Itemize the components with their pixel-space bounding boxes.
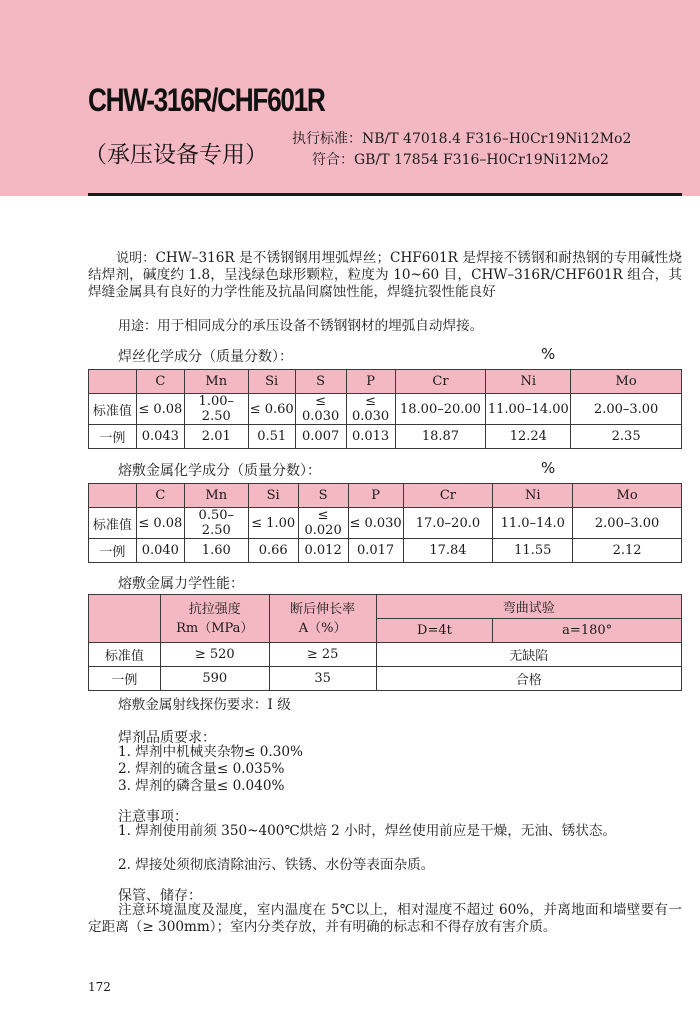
description-text: CHW–316R 是不锈钢钢用埋弧焊丝；CHF601R 是焊接不锈钢和耐热钢的专用碱性烧结焊剂，碱度约 1.8，呈浅绿色球形颗粒，粒度为 10~60 目，CHW–316R/CHF601R 组合，其焊缝金属具有良好的力学性能及抗晶间腐蚀性能，焊缝抗裂性能良好 (88, 250, 682, 300)
table-cell: 11.00–14.00 (486, 394, 571, 425)
table-cell: 0.007 (295, 425, 346, 449)
table-row (89, 667, 682, 691)
table-cell: 无缺陷 (376, 643, 681, 667)
table-cell: 17.0–20.0 (403, 508, 493, 539)
flux-quality-title: 焊剂品质要求： (118, 730, 216, 746)
column-header: Mo (573, 484, 682, 508)
standard-line-2 (312, 149, 609, 169)
notes-title: 注意事项： (118, 809, 188, 825)
table-cell: 0.51 (248, 425, 295, 449)
page-number: 172 (88, 980, 111, 994)
wire-chem-header-row (89, 370, 682, 394)
table-cell: 1.60 (184, 539, 248, 563)
column-header: P (346, 370, 395, 394)
standard-2-label: 符合： (312, 152, 354, 168)
storage-title: 保管、储存： (118, 888, 202, 904)
mechanical-title: 熔敷金属力学性能： (118, 576, 244, 592)
usage-text: 用于相同成分的承压设备不锈钢钢材的埋弧自动焊接。 (157, 318, 484, 334)
column-header: C (136, 484, 184, 508)
bend-d-header: D=4t (376, 619, 493, 643)
table-cell: 1.00–2.50 (184, 394, 248, 425)
table-cell: 590 (160, 667, 269, 691)
table-row (89, 425, 682, 449)
mechanical-header-row (89, 595, 682, 619)
deposit-chem-table (88, 483, 682, 563)
tensile-unit: Rm（MPa） (176, 620, 254, 636)
column-header: P (348, 484, 403, 508)
bend-angle-header: a=180° (493, 619, 682, 643)
usage-label: 用途： (118, 319, 158, 334)
column-header: Ni (486, 370, 571, 394)
column-header: Mn (184, 370, 248, 394)
table-cell: 11.55 (493, 539, 573, 563)
table-cell: 2.12 (573, 539, 682, 563)
table-cell: ≤ 0.020 (298, 508, 348, 539)
table-cell: 35 (269, 667, 376, 691)
tensile-label: 抗拉强度 (188, 601, 241, 617)
header-rule (88, 193, 682, 196)
notes-item-2: 2. 焊接处须彻底清除油污、铁锈、水份等表面杂质。 (118, 857, 435, 873)
table-cell: ≤ 0.030 (346, 394, 395, 425)
row-label: 标准值 (89, 508, 137, 539)
table-cell: ≥ 25 (269, 643, 376, 667)
table-cell: 0.040 (136, 539, 184, 563)
table-cell: 0.017 (348, 539, 403, 563)
table-cell: 18.87 (395, 425, 486, 449)
table-cell: 18.00–20.00 (395, 394, 486, 425)
standard-line-1 (292, 128, 631, 148)
wire-chem-title: 焊丝化学成分（质量分数）： (118, 349, 293, 365)
table-row (89, 508, 682, 539)
table-cell: ≤ 0.08 (136, 394, 184, 425)
deposit-chem-unit: % (541, 459, 556, 477)
radiography-requirement: 熔敷金属射线探伤要求：I 级 (118, 697, 291, 713)
description-paragraph (88, 250, 682, 301)
column-header: Cr (403, 484, 493, 508)
description-label: 说明： (116, 251, 156, 266)
table-cell: ≤ 0.60 (248, 394, 295, 425)
deposit-chem-header-row (89, 484, 682, 508)
usage-paragraph (118, 318, 682, 335)
table-cell: 0.013 (346, 425, 395, 449)
column-header: Si (248, 484, 298, 508)
mechanical-table (88, 594, 682, 691)
deposit-chem-title: 熔敷金属化学成分（质量分数）： (118, 463, 321, 479)
table-cell: 0.66 (248, 539, 298, 563)
notes-item-1: 1. 焊剂使用前须 350~400℃烘焙 2 小时，焊丝使用前应是干燥，无油、锈状态。 (118, 823, 617, 839)
table-cell: 2.01 (184, 425, 248, 449)
flux-quality-item: 1. 焊剂中机械夹杂物≤ 0.30% (118, 744, 303, 760)
table-cell: 12.24 (486, 425, 571, 449)
table-cell: 17.84 (403, 539, 493, 563)
column-header: Mn (184, 484, 248, 508)
flux-quality-item: 2. 焊剂的硫含量≤ 0.035% (118, 761, 285, 777)
column-header: C (136, 370, 184, 394)
column-header: Ni (493, 484, 573, 508)
table-row (89, 394, 682, 425)
column-header: Si (248, 370, 295, 394)
row-label: 标准值 (89, 643, 161, 667)
table-cell: ≤ 0.030 (348, 508, 403, 539)
row-label: 标准值 (89, 394, 137, 425)
row-label: 一例 (89, 425, 137, 449)
table-cell: 2.00–3.00 (571, 394, 682, 425)
table-cell: 合格 (376, 667, 681, 691)
product-subtitle: （承压设备专用） (84, 142, 268, 168)
table-row (89, 643, 682, 667)
column-header (89, 370, 137, 394)
column-header (89, 484, 137, 508)
row-label: 一例 (89, 667, 161, 691)
table-cell: 0.012 (298, 539, 348, 563)
wire-chem-unit: % (541, 345, 556, 363)
elongation-header (269, 595, 376, 643)
table-cell: 2.00–3.00 (573, 508, 682, 539)
table-cell: ≤ 1.00 (248, 508, 298, 539)
wire-chem-table (88, 369, 682, 449)
product-title: CHW-316R/CHF601R (88, 82, 325, 118)
tensile-header (160, 595, 269, 643)
column-header: S (298, 484, 348, 508)
standard-2-value: GB/T 17854 F316–H0Cr19Ni12Mo2 (354, 152, 609, 168)
table-cell: 2.35 (571, 425, 682, 449)
elongation-unit: A（%） (298, 620, 347, 636)
standard-1-label: 执行标准： (292, 131, 362, 147)
table-row (89, 539, 682, 563)
storage-text: 注意环境温度及湿度，室内温度在 5℃以上，相对湿度不超过 60%，并离地面和墙壁要有一定距离（≥ 300mm）；室内分类存放，并有明确的标志和不得存放有害介质。 (88, 902, 682, 935)
table-cell: ≥ 520 (160, 643, 269, 667)
column-header: Cr (395, 370, 486, 394)
table-cell: 0.043 (136, 425, 184, 449)
elongation-label: 断后伸长率 (290, 601, 356, 617)
bend-test-header: 弯曲试验 (376, 595, 681, 619)
standard-1-value: NB/T 47018.4 F316–H0Cr19Ni12Mo2 (362, 131, 632, 147)
flux-quality-item: 3. 焊剂的磷含量≤ 0.040% (118, 778, 285, 794)
mechanical-corner-cell (89, 595, 161, 643)
table-cell: ≤ 0.08 (136, 508, 184, 539)
row-label: 一例 (89, 539, 137, 563)
table-cell: 0.50–2.50 (184, 508, 248, 539)
column-header: S (295, 370, 346, 394)
column-header: Mo (571, 370, 682, 394)
table-cell: ≤ 0.030 (295, 394, 346, 425)
table-cell: 11.0–14.0 (493, 508, 573, 539)
